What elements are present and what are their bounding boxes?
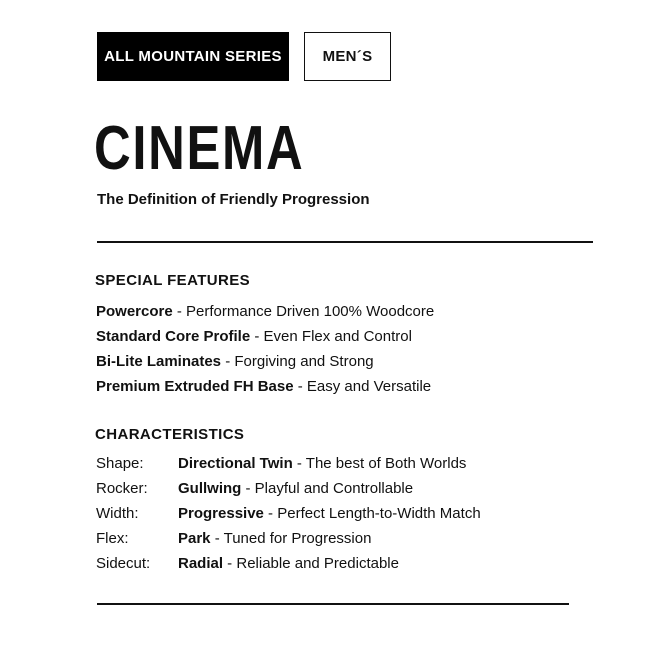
characteristic-description: The best of Both Worlds <box>305 455 467 472</box>
characteristic-label: Width: <box>96 505 139 522</box>
series-tag: ALL MOUNTAIN SERIES <box>97 32 289 81</box>
characteristic-separator: - <box>210 530 224 547</box>
feature-item-premium-extruded-fh-base <box>96 377 434 402</box>
characteristic-value: Park <box>178 530 211 547</box>
special-features-heading: SPECIAL FEATURES <box>95 272 251 289</box>
characteristic-description: Reliable and Predictable <box>236 555 399 572</box>
feature-separator: - <box>221 353 235 370</box>
characteristic-label: Flex: <box>96 530 129 547</box>
feature-name: Standard Core Profile <box>96 328 251 345</box>
characteristic-separator: - <box>263 505 278 522</box>
characteristic-width <box>96 504 481 529</box>
product-title: CINEMA <box>94 114 305 183</box>
bottom-divider <box>97 603 569 605</box>
feature-name: Bi-Lite Laminates <box>96 353 222 370</box>
characteristic-label: Rocker: <box>96 480 148 497</box>
feature-separator: - <box>172 303 187 320</box>
characteristic-flex <box>96 529 481 554</box>
gender-tag: MEN´S <box>304 32 391 81</box>
characteristic-separator: - <box>292 455 306 472</box>
product-tagline: The Definition of Friendly Progression <box>97 191 370 208</box>
special-features-list <box>96 302 434 402</box>
characteristic-label: Sidecut: <box>96 555 151 572</box>
characteristic-description: Playful and Controllable <box>254 480 414 497</box>
feature-item-bi-lite-laminates <box>96 352 434 377</box>
feature-item-powercore <box>96 302 434 327</box>
top-divider <box>97 241 593 243</box>
characteristic-value: Gullwing <box>178 480 242 497</box>
characteristics-list <box>96 454 481 579</box>
characteristic-sidecut <box>96 554 481 579</box>
characteristic-value: Directional Twin <box>178 455 293 472</box>
characteristic-value: Progressive <box>178 505 264 522</box>
feature-description: Performance Driven 100% Woodcore <box>186 303 435 320</box>
characteristic-label: Shape: <box>96 455 144 472</box>
feature-description: Easy and Versatile <box>306 378 432 395</box>
characteristic-value: Radial <box>178 555 224 572</box>
characteristics-heading: CHARACTERISTICS <box>95 426 245 443</box>
feature-separator: - <box>293 378 307 395</box>
feature-description: Forgiving and Strong <box>234 353 374 370</box>
characteristic-separator: - <box>223 555 237 572</box>
feature-item-standard-core-profile <box>96 327 434 352</box>
feature-separator: - <box>250 328 264 345</box>
feature-name: Premium Extruded FH Base <box>96 378 294 395</box>
feature-name: Powercore <box>96 303 173 320</box>
characteristic-rocker <box>96 479 481 504</box>
characteristic-separator: - <box>241 480 255 497</box>
characteristic-description: Tuned for Progression <box>223 530 372 547</box>
characteristic-description: Perfect Length-to-Width Match <box>277 505 481 522</box>
characteristic-shape <box>96 454 481 479</box>
feature-description: Even Flex and Control <box>263 328 412 345</box>
